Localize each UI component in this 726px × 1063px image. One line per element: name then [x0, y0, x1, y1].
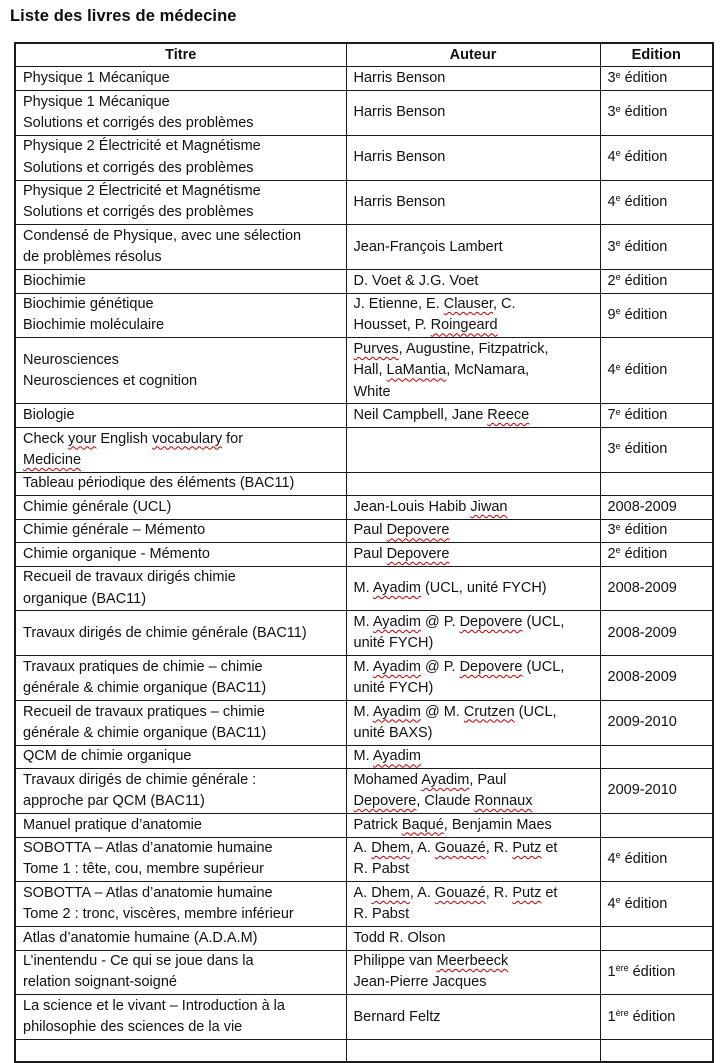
misspelled-word: Gouazé [434, 884, 486, 901]
title-line: Manuel pratique d’anatomie [23, 816, 202, 833]
title-line: générale & chimie organique (BAC11) [23, 680, 267, 697]
author-line: M. Ayadim [353, 748, 421, 765]
title-cell [15, 67, 346, 90]
author-line: Paul Depovere [353, 545, 450, 562]
author-line: Mohamed Ayadim, Paul [353, 771, 507, 788]
author-cell [346, 496, 600, 519]
edition-value: 2008-2009 [607, 498, 677, 515]
misspelled-word: Putz [512, 840, 542, 857]
edition-cell [600, 745, 713, 768]
table-row [15, 837, 713, 882]
misspelled-word: Medicine [23, 451, 82, 468]
title-line: SOBOTTA – Atlas d’anatomie humaine [23, 840, 273, 857]
author-cell [346, 404, 600, 427]
title-line: Solutions et corrigés des problèmes [23, 159, 254, 176]
edition-cell [600, 566, 713, 611]
title-line: Physique 2 Électricité et Magnétisme [23, 138, 261, 155]
author-cell [346, 837, 600, 882]
title-line: La science et le vivant – Introduction à la [23, 997, 285, 1014]
title-line [23, 450, 339, 471]
edition-cell [600, 611, 713, 656]
table-row [15, 882, 713, 927]
table-row [15, 745, 713, 768]
edition-superscript: e [615, 895, 621, 906]
table-row [15, 135, 713, 180]
title-cell [15, 404, 346, 427]
edition-value: 9e édition [607, 306, 668, 323]
table-row [15, 700, 713, 745]
author-line: Philippe van Meerbeeck [353, 953, 509, 970]
misspelled-word: Roingeard [430, 317, 498, 334]
edition-cell [600, 1040, 713, 1063]
author-cell [346, 293, 600, 338]
title-cell [15, 472, 346, 495]
edition-cell [600, 950, 713, 995]
edition-cell [600, 472, 713, 495]
title-cell [15, 543, 346, 566]
title-cell [15, 338, 346, 404]
table-row [15, 950, 713, 995]
misspelled-word: Crutzen [463, 703, 515, 720]
title-cell [15, 814, 346, 837]
misspelled-word: Ayadim [372, 579, 421, 596]
author-line: Jean-Louis Habib Jiwan [353, 498, 508, 515]
title-cell [15, 700, 346, 745]
author-cell [346, 882, 600, 927]
title-line: Chimie organique - Mémento [23, 545, 210, 562]
title-line: organique (BAC11) [23, 590, 147, 607]
title-cell [15, 745, 346, 768]
author-line: Patrick Baqué, Benjamin Maes [353, 816, 552, 833]
author-cell [346, 700, 600, 745]
author-line: M. Ayadim @ M. Crutzen (UCL, [353, 703, 557, 720]
table-row [15, 180, 713, 225]
edition-cell [600, 995, 713, 1040]
author-line: J. Etienne, E. Clauser, C. [353, 296, 516, 313]
edition-value: 4e édition [607, 850, 668, 867]
author-cell [346, 611, 600, 656]
title-cell [15, 496, 346, 519]
table-row [15, 404, 713, 427]
title-line: SOBOTTA – Atlas d’anatomie humaine [23, 884, 273, 901]
edition-cell [600, 496, 713, 519]
title-line: Solutions et corrigés des problèmes [23, 114, 254, 131]
author-cell [346, 472, 600, 495]
author-cell [346, 225, 600, 270]
author-cell [346, 995, 600, 1040]
title-cell [15, 611, 346, 656]
title-cell [15, 519, 346, 542]
title-line: de problèmes résolus [23, 249, 162, 266]
misspelled-word: Dhem [371, 884, 410, 901]
title-cell [15, 927, 346, 950]
author-cell [346, 927, 600, 950]
misspelled-word: Depovere [459, 614, 523, 631]
edition-value: 2008-2009 [607, 579, 677, 596]
edition-value: 3e édition [607, 238, 668, 255]
title-line: L’inentendu - Ce qui se joue dans la [23, 953, 254, 970]
table-header-row [15, 43, 713, 67]
title-line: Check your English vocabulary for [23, 430, 244, 447]
edition-value: 2009-2010 [607, 782, 677, 799]
title-line: philosophie des sciences de la vie [23, 1019, 243, 1036]
table-row [15, 995, 713, 1040]
misspelled-word: Ayadim [372, 748, 421, 765]
edition-cell [600, 338, 713, 404]
edition-superscript: e [615, 306, 621, 317]
edition-cell [600, 700, 713, 745]
title-cell [15, 882, 346, 927]
misspelled-word: Clauser [443, 296, 493, 313]
author-line: Jean-François Lambert [353, 238, 503, 255]
misspelled-word: Jiwan [470, 498, 508, 515]
misspelled-word: LaMantia [386, 362, 447, 379]
title-line: Tome 1 : tête, cou, membre supérieur [23, 861, 264, 878]
author-line: A. Dhem, A. Gouazé, R. Putz et [353, 840, 558, 857]
table-row [15, 90, 713, 135]
misspelled-word: Reece [487, 407, 530, 424]
title-cell [15, 427, 346, 472]
column-header-titre: Titre [15, 43, 346, 67]
title-line: Biochimie moléculaire [23, 317, 165, 334]
edition-superscript: e [615, 361, 621, 372]
table-row [15, 519, 713, 542]
table-row [15, 496, 713, 519]
misspelled-word: Ayadim [372, 658, 421, 675]
edition-cell [600, 882, 713, 927]
table-row [15, 225, 713, 270]
author-cell [346, 67, 600, 90]
title-cell [15, 270, 346, 293]
title-line: Chimie générale – Mémento [23, 522, 206, 539]
title-cell [15, 950, 346, 995]
title-line: Biochimie génétique [23, 296, 154, 313]
author-cell [346, 769, 600, 814]
misspelled-word: Ayadim [372, 614, 421, 631]
edition-cell [600, 404, 713, 427]
edition-superscript: e [615, 148, 621, 159]
edition-superscript: e [615, 272, 621, 283]
title-line: Physique 2 Électricité et Magnétisme [23, 183, 261, 200]
title-line: Recueil de travaux dirigés chimie [23, 569, 236, 586]
title-line: QCM de chimie organique [23, 748, 192, 765]
author-line: Jean-Pierre Jacques [353, 974, 487, 991]
title-line: Neurosciences [23, 351, 119, 368]
author-cell [346, 519, 600, 542]
table-row [15, 611, 713, 656]
misspelled-word: Gouazé [434, 840, 486, 857]
misspelled-word: Depovere [386, 545, 450, 562]
edition-value: 2009-2010 [607, 714, 677, 731]
column-header-edition: Edition [600, 43, 713, 67]
title-cell [15, 135, 346, 180]
author-cell [346, 338, 600, 404]
author-line: Depovere, Claude Ronnaux [353, 793, 533, 810]
table-body [15, 67, 713, 1062]
edition-cell [600, 67, 713, 90]
edition-value: 7e édition [607, 406, 668, 424]
edition-superscript: e [615, 406, 621, 417]
author-cell [346, 180, 600, 225]
table-row [15, 543, 713, 566]
edition-value: 4e édition [607, 148, 668, 165]
edition-cell [600, 225, 713, 270]
misspelled-word: Ayadim [372, 703, 421, 720]
misspelled-word: Depovere [386, 522, 450, 539]
misspelled-word: Depovere [353, 793, 417, 810]
author-line: Todd R. Olson [353, 929, 446, 946]
misspelled-word: Ronnaux [474, 793, 533, 810]
author-cell [346, 950, 600, 995]
title-cell [15, 566, 346, 611]
edition-value: 3e édition [607, 69, 668, 87]
author-line: White [353, 383, 391, 400]
table-row [15, 814, 713, 837]
edition-value: 4e édition [607, 361, 668, 379]
title-line: Condensé de Physique, avec une sélection [23, 227, 302, 244]
author-line: Harris Benson [353, 193, 446, 210]
edition-value: 2e édition [607, 545, 668, 562]
edition-cell [600, 180, 713, 225]
edition-cell [600, 769, 713, 814]
column-header-auteur: Auteur [346, 43, 600, 67]
author-cell [346, 745, 600, 768]
table-row [15, 656, 713, 701]
author-line: unité FYCH) [353, 635, 434, 652]
edition-superscript: e [615, 103, 621, 114]
title-cell [15, 180, 346, 225]
edition-value: 4e édition [607, 895, 668, 912]
misspelled-word: Baqué [401, 816, 444, 833]
title-line: Travaux dirigés de chimie générale (BAC11) [23, 624, 307, 641]
edition-cell [600, 135, 713, 180]
author-line: Purves, Augustine, Fitzpatrick, [353, 340, 549, 357]
table-row [15, 472, 713, 495]
title-cell [15, 1040, 346, 1063]
title-line: générale & chimie organique (BAC11) [23, 724, 267, 741]
misspelled-word: your [68, 430, 97, 447]
title-line: Chimie générale (UCL) [23, 498, 172, 515]
author-line: R. Pabst [353, 906, 410, 923]
edition-cell [600, 519, 713, 542]
title-line: Physique 1 Mécanique [23, 70, 170, 87]
author-line: unité FYCH) [353, 680, 434, 697]
author-line: Bernard Feltz [353, 1008, 441, 1025]
table-row [15, 293, 713, 338]
title-line: Tableau périodique des éléments (BAC11) [23, 475, 295, 492]
table-row [15, 338, 713, 404]
author-cell [346, 1040, 600, 1063]
misspelled-word: vocabulary [151, 430, 223, 447]
edition-value: 2008-2009 [607, 624, 677, 641]
edition-superscript: ère [615, 963, 629, 974]
author-line: Paul Depovere [353, 522, 450, 539]
misspelled-word: Meerbeeck [436, 953, 509, 970]
author-cell [346, 427, 600, 472]
author-line: R. Pabst [353, 861, 410, 878]
table-row [15, 270, 713, 293]
misspelled-word: Putz [512, 884, 542, 901]
edition-superscript: e [615, 521, 621, 532]
table-row [15, 566, 713, 611]
edition-cell [600, 270, 713, 293]
edition-value: 2008-2009 [607, 669, 677, 686]
document-page [0, 7, 726, 1036]
title-line: Travaux dirigés de chimie générale : [23, 771, 257, 788]
title-cell [15, 225, 346, 270]
page-title: Liste des livres de médecine [10, 7, 237, 25]
edition-value: 4e édition [607, 193, 668, 210]
misspelled-word: Ayadim [421, 771, 470, 788]
title-cell [15, 769, 346, 814]
author-line: Harris Benson [353, 148, 446, 165]
title-cell [15, 90, 346, 135]
books-table [14, 42, 714, 1063]
edition-superscript: ère [615, 1008, 629, 1019]
author-cell [346, 543, 600, 566]
author-line: A. Dhem, A. Gouazé, R. Putz et [353, 884, 558, 901]
edition-superscript: e [615, 193, 621, 204]
edition-value: 3e édition [607, 103, 668, 121]
author-cell [346, 814, 600, 837]
edition-value: 1ère édition [607, 963, 676, 980]
title-line: Neurosciences et cognition [23, 372, 198, 389]
table-row [15, 769, 713, 814]
edition-value: 1ère édition [607, 1008, 676, 1025]
title-cell [15, 837, 346, 882]
author-line: M. Ayadim @ P. Depovere (UCL, [353, 658, 565, 675]
table-row [15, 67, 713, 90]
author-line: M. Ayadim @ P. Depovere (UCL, [353, 614, 565, 631]
edition-cell [600, 90, 713, 135]
title-cell [15, 995, 346, 1040]
edition-cell [600, 656, 713, 701]
edition-superscript: e [615, 238, 621, 249]
author-cell [346, 566, 600, 611]
edition-cell [600, 427, 713, 472]
author-line: unité BAXS) [353, 724, 433, 741]
edition-value: 3e édition [607, 440, 668, 458]
title-cell [15, 656, 346, 701]
author-line: Harris Benson [353, 70, 446, 87]
edition-superscript: e [615, 850, 621, 861]
author-cell [346, 270, 600, 293]
author-cell [346, 90, 600, 135]
title-line: Tome 2 : tronc, viscères, membre inférieur [23, 906, 294, 923]
edition-cell [600, 293, 713, 338]
author-line: Harris Benson [353, 104, 446, 121]
misspelled-word: Depovere [459, 658, 523, 675]
title-line: Solutions et corrigés des problèmes [23, 204, 254, 221]
misspelled-word: Purves [353, 340, 399, 357]
title-line: Biochimie [23, 272, 86, 289]
title-line: relation soignant-soigné [23, 974, 177, 991]
author-cell [346, 135, 600, 180]
title-cell [15, 293, 346, 338]
table-row [15, 1040, 713, 1063]
author-line: D. Voet & J.G. Voet [353, 272, 479, 289]
table-row [15, 927, 713, 950]
title-line: Physique 1 Mécanique [23, 93, 170, 110]
edition-superscript: e [615, 440, 621, 451]
author-line: Housset, P. Roingeard [353, 317, 498, 334]
title-line: Atlas d’anatomie humaine (A.D.A.M) [23, 929, 258, 946]
edition-cell [600, 837, 713, 882]
edition-superscript: e [615, 69, 621, 80]
edition-value: 3e édition [607, 521, 668, 539]
edition-cell [600, 814, 713, 837]
title-line: approche par QCM (BAC11) [23, 793, 205, 810]
author-line: M. Ayadim (UCL, unité FYCH) [353, 579, 547, 596]
title-line: Biologie [23, 407, 75, 424]
misspelled-word: Dhem [371, 840, 410, 857]
author-line: Hall, LaMantia, McNamara, [353, 362, 530, 379]
edition-cell [600, 543, 713, 566]
title-line: Recueil de travaux pratiques – chimie [23, 703, 265, 720]
table-row [15, 427, 713, 472]
edition-cell [600, 927, 713, 950]
author-line: Neil Campbell, Jane Reece [353, 407, 530, 424]
title-line: Travaux pratiques de chimie – chimie [23, 658, 263, 675]
edition-superscript: e [615, 545, 621, 556]
edition-value: 2e édition [607, 272, 668, 289]
author-cell [346, 656, 600, 701]
